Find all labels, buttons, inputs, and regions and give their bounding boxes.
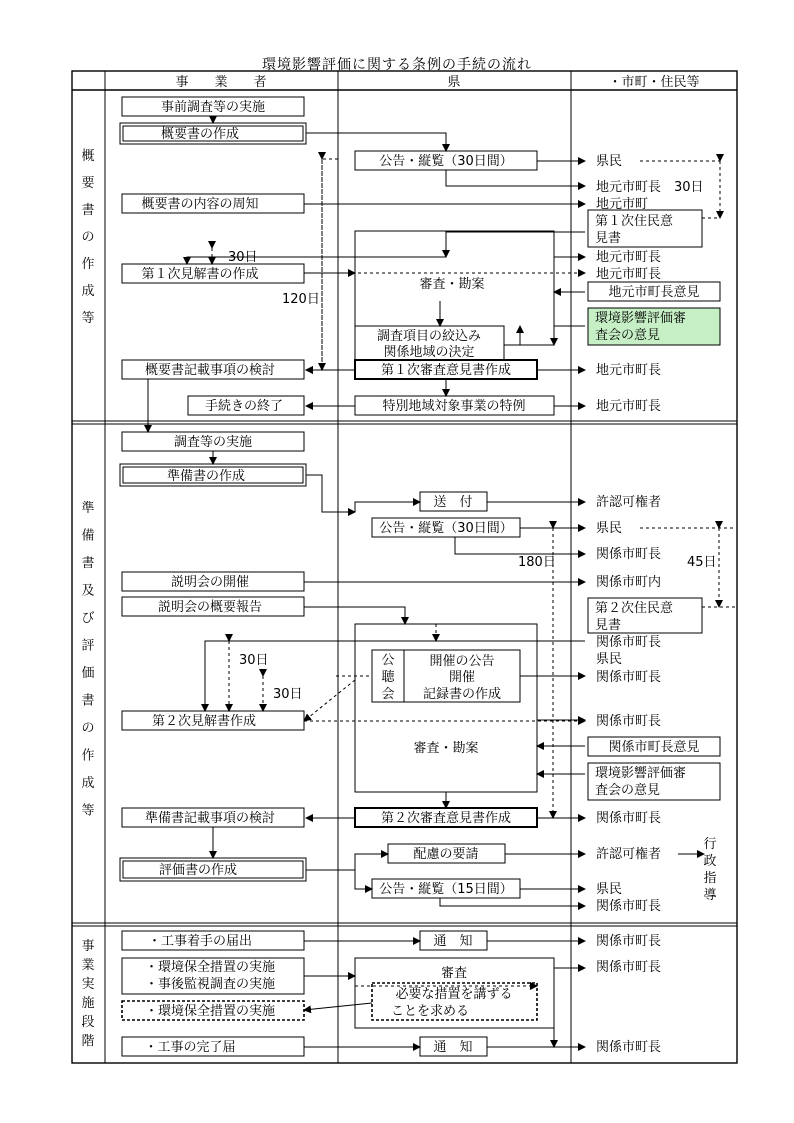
target-kenmin-2: 県民 — [596, 521, 623, 536]
target-rel-mayor-3: 関係市町長 — [596, 670, 662, 685]
arrow-pub1-mayor30 — [446, 170, 585, 186]
arrow-eval-pub3 — [355, 870, 372, 889]
target-jimoto-mayor-1: 地元市町長 — [596, 250, 662, 265]
resident2-text: 第２次住民意見書 — [595, 601, 674, 633]
target-rel-mayor-5: 関係市町長 — [596, 811, 662, 826]
target-rel-mayor-8: 関係市町長 — [596, 960, 662, 975]
prep-review-text: 準備書記載事項の検討 — [144, 811, 276, 826]
summary-notice-text: 概要書の内容の周知 — [141, 197, 259, 212]
hearing3-text: 記録書の作成 — [422, 687, 502, 702]
target-kenmin-3: 県民 — [596, 652, 623, 667]
pre-survey-text: 事前調査等の実施 — [160, 100, 266, 115]
review1-text: 審査・勘案 — [419, 277, 485, 292]
arrow-review1-mayor1 — [554, 231, 585, 257]
target-kenmin-4: 県民 — [596, 882, 623, 897]
arrow-pub3-relmayor — [440, 898, 585, 906]
narrow-text: 調査項目の絞込み — [376, 329, 482, 344]
council2-text: 環境影響評価審査会の意見 — [595, 766, 687, 798]
target-rel-mayor-7: 関係市町長 — [596, 934, 662, 949]
pub1-text: 公告・縦覧（30日間） — [379, 154, 513, 169]
target-kenmin-1: 県民 — [596, 154, 623, 169]
summary-create-text: 概要書の作成 — [160, 127, 240, 142]
duration-30-d: 30日 — [273, 687, 303, 702]
duration-120: 120日 — [282, 292, 320, 307]
hearing-label: 公聴会 — [381, 653, 395, 702]
target-rel-mayor-1: 関係市町長 — [596, 547, 662, 562]
duration-180: 180日 — [518, 555, 556, 570]
arrow-pub2-relmayor — [455, 537, 585, 554]
env-impl-text: ・環境保全措置の実施 — [144, 960, 276, 975]
start-notice-text: ・工事着手の届出 — [147, 934, 253, 949]
header-prefecture: 県 — [447, 75, 461, 90]
mayor-op1-text: 地元市町長意見 — [608, 285, 700, 300]
review3-text: 審査 — [440, 966, 468, 981]
council1-text: 環境影響評価審査会の意見 — [595, 311, 687, 343]
opinion1-text: 第１次審査意見書作成 — [380, 363, 512, 378]
explain-report-text: 説明会の概要報告 — [157, 600, 263, 615]
arrow-summary-pub1 — [306, 133, 446, 151]
diagram-title: 環境影響評価に関する条例の手続の流れ — [262, 57, 532, 73]
pub2-text: 公告・縦覧（30日間） — [379, 521, 513, 536]
target-permit-2: 許認可権者 — [596, 847, 662, 862]
target-jimoto-mayor-3: 地元市町長 — [596, 363, 662, 378]
mayor-op2-text: 関係市町長意見 — [608, 740, 700, 755]
section-label-summary: 概要書の作成等 — [81, 149, 95, 326]
dash-hearing-view2 — [304, 680, 355, 721]
header-business: 事 業 者 — [175, 75, 267, 90]
arrow-report-review2 — [304, 607, 405, 624]
summary-review-text: 概要書記載事項の検討 — [144, 363, 276, 378]
review2-text: 審査・勘案 — [413, 741, 479, 756]
send-text: 送 付 — [433, 495, 473, 510]
target-jimoto-mayor-4: 地元市町長 — [596, 399, 662, 414]
hearing1-text: 開催の公告 — [429, 654, 495, 669]
duration-45: 45日 — [687, 555, 717, 570]
env-impl2-text: ・環境保全措置の実施 — [144, 1004, 276, 1019]
area-text: 関係地域の決定 — [383, 345, 475, 360]
measure1-text: 必要な措置を講ずる — [395, 987, 513, 1002]
target-rel-mayor-in: 関係市町内 — [596, 575, 662, 590]
view2-text: 第２次見解書作成 — [151, 714, 257, 729]
arrow-prep-pub2 — [306, 475, 355, 512]
review2-box — [355, 624, 537, 792]
opinion2-text: 第２次審査意見書作成 — [380, 811, 512, 826]
arrow-council1-review1 — [554, 326, 585, 345]
arrow-prep-send — [355, 502, 420, 512]
target-rel-mayor-6: 関係市町長 — [596, 899, 662, 914]
special-text: 特別地域対象事業の特例 — [382, 399, 526, 414]
target-jimoto-mayor-2: 地元市町長 — [596, 267, 662, 282]
explain-text: 説明会の開催 — [170, 575, 250, 590]
target-rel-mayor-9: 関係市町長 — [596, 1040, 662, 1055]
duration-30-c: 30日 — [239, 653, 269, 668]
target-rel-mayor-4: 関係市町長 — [596, 714, 662, 729]
section-label-preparation: 準備書及び評価書の作成等 — [81, 501, 95, 819]
complete-text: ・工事の完了届 — [144, 1040, 236, 1055]
eval-create-text: 評価書の作成 — [158, 863, 238, 878]
prep-create-text: 準備書の作成 — [166, 469, 246, 484]
section-label-implementation: 事業実施段階 — [81, 939, 95, 1049]
resident1-text: 第１次住民意見書 — [595, 214, 674, 246]
target-jimoto-city: 地元市町 — [596, 197, 649, 212]
monitor-text: ・事後監視調査の実施 — [144, 977, 276, 992]
header-city-residents: ・市町・住民等 — [608, 75, 700, 90]
notify2-text: 通 知 — [433, 1040, 473, 1055]
target-permit-1: 許認可権者 — [596, 495, 662, 510]
arrow-eval-consider — [306, 854, 388, 870]
gyosei-label: 行政指導 — [703, 837, 717, 903]
consider-text: 配慮の要請 — [413, 847, 479, 862]
target-rel-mayor-2: 関係市町長 — [596, 635, 662, 650]
proc-end-text: 手続きの終了 — [204, 399, 284, 414]
survey-text: 調査等の実施 — [173, 435, 253, 450]
duration-30-a: 30日 — [228, 250, 258, 265]
view1-text: 第１次見解書の作成 — [141, 267, 259, 282]
target-jimoto-mayor-30: 地元市町長 30日 — [596, 180, 704, 195]
pub3-text: 公告・縦覧（15日間） — [379, 882, 513, 897]
hearing2-text: 開催 — [448, 670, 476, 685]
notify1-text: 通 知 — [433, 934, 473, 949]
measure2-text: ことを求める — [390, 1004, 470, 1019]
